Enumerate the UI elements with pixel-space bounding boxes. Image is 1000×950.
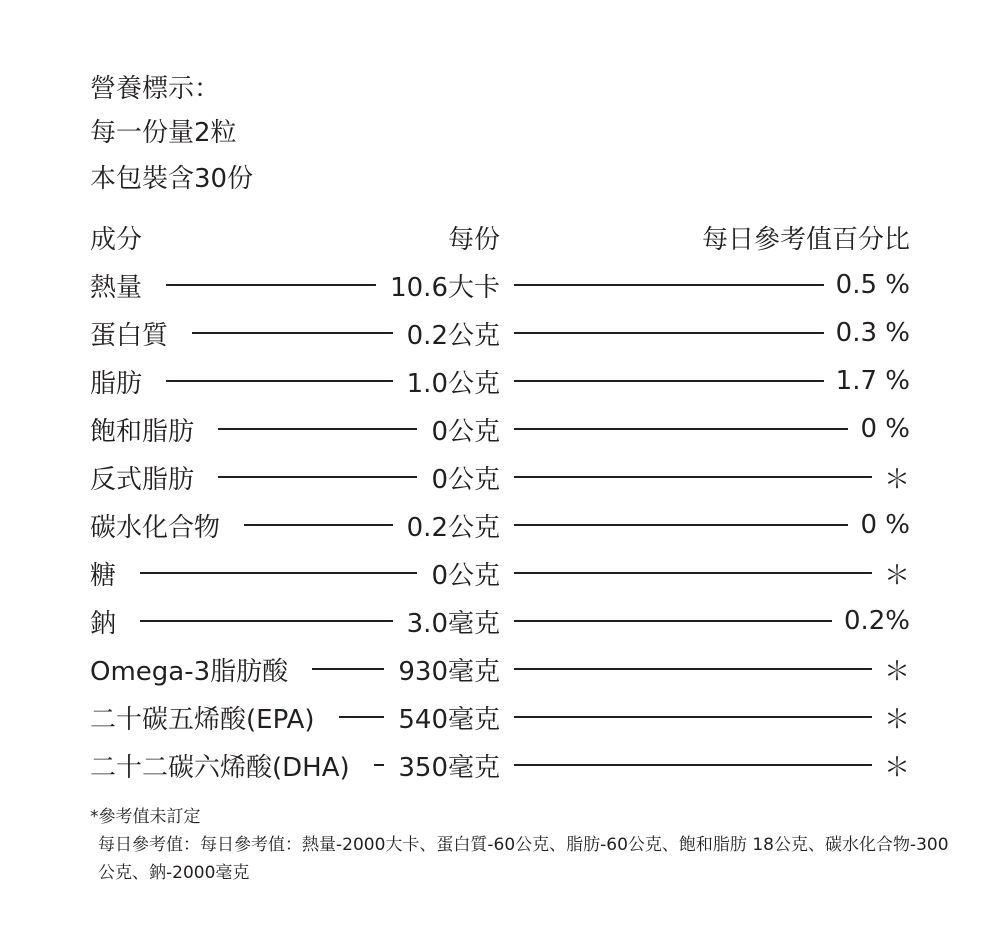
nutrient-amount: 540毫克 (390, 699, 504, 736)
leader-line (192, 332, 393, 334)
nutrient-name: 熱量 (90, 267, 150, 304)
column-header-per-serving: 每份 (447, 224, 500, 255)
footnotes (90, 803, 950, 887)
nutrient-name: 飽和脂肪 (90, 411, 202, 448)
nutrient-daily-value: 0.2% (836, 606, 910, 636)
nutrient-amount: 1.0公克 (399, 363, 504, 400)
page-title: 營養標示： (90, 74, 221, 104)
leader-line (166, 284, 376, 286)
leader-line (140, 620, 393, 622)
table-row (90, 741, 910, 789)
table-header (90, 213, 910, 261)
table-row (90, 501, 910, 549)
nutrient-name: 脂肪 (90, 363, 150, 400)
leader-line (312, 668, 384, 670)
nutrient-name: 蛋白質 (90, 315, 176, 352)
nutrient-name: 糖 (90, 555, 124, 592)
footnote-undetermined: *參考值未訂定 (90, 807, 201, 827)
leader-line (374, 764, 384, 766)
leader-line (218, 428, 417, 430)
nutrition-table (90, 213, 910, 789)
nutrient-daily-value: ＊ (876, 651, 910, 688)
leader-line (514, 476, 872, 478)
servings-per-pack: 本包裝含30份 (90, 164, 254, 194)
leader-line (514, 668, 872, 670)
nutrient-daily-value: 0.3 % (828, 318, 910, 348)
nutrient-daily-value: ＊ (876, 555, 910, 592)
nutrient-daily-value: ＊ (876, 459, 910, 496)
nutrient-name: 二十碳五烯酸(EPA) (90, 699, 323, 736)
table-row (90, 549, 910, 597)
leader-line (244, 524, 393, 526)
leader-line (514, 764, 872, 766)
nutrient-daily-value: 0 % (852, 414, 910, 444)
nutrient-daily-value: 1.7 % (828, 366, 910, 396)
table-row (90, 405, 910, 453)
table-row (90, 309, 910, 357)
table-row (90, 645, 910, 693)
leader-line (514, 524, 848, 526)
nutrient-amount: 0.2公克 (399, 507, 504, 544)
nutrient-daily-value: 0.5 % (828, 270, 910, 300)
table-row (90, 261, 910, 309)
nutrient-amount: 0公克 (423, 459, 504, 496)
leader-line (218, 476, 417, 478)
table-row (90, 597, 910, 645)
column-header-daily-value: 每日參考值百分比 (701, 224, 910, 255)
nutrient-amount: 3.0毫克 (399, 603, 504, 640)
leader-line (514, 620, 832, 622)
nutrient-amount: 350毫克 (390, 747, 504, 784)
leader-line (140, 572, 417, 574)
nutrient-amount: 930毫克 (390, 651, 504, 688)
nutrient-amount: 0公克 (423, 411, 504, 448)
nutrient-amount: 0.2公克 (399, 315, 504, 352)
nutrient-name: Omega-3脂肪酸 (90, 651, 296, 688)
leader-line (514, 284, 824, 286)
footnote-reference: 每日參考值：每日參考值：熱量-2000大卡、蛋白質-60公克、脂肪-60公克、飽和脂肪 18公克、碳水化合物-300公克、鈉-2000毫克 (98, 835, 949, 883)
nutrient-daily-value: 0 % (852, 510, 910, 540)
leader-line (166, 380, 393, 382)
column-header-name: 成分 (90, 224, 143, 255)
table-row (90, 453, 910, 501)
leader-line (339, 716, 384, 718)
nutrient-name: 碳水化合物 (90, 507, 228, 544)
nutrient-daily-value: ＊ (876, 699, 910, 736)
leader-line (514, 428, 848, 430)
table-row (90, 693, 910, 741)
nutrient-amount: 10.6大卡 (382, 267, 504, 304)
serving-size: 每一份量2粒 (90, 118, 237, 148)
leader-line (514, 716, 872, 718)
leader-line (514, 572, 872, 574)
nutrient-daily-value: ＊ (876, 747, 910, 784)
nutrient-amount: 0公克 (423, 555, 504, 592)
nutrient-name: 反式脂肪 (90, 459, 202, 496)
leader-line (514, 332, 824, 334)
leader-line (514, 380, 824, 382)
nutrient-name: 二十二碳六烯酸(DHA) (90, 747, 358, 784)
nutrient-name: 鈉 (90, 603, 124, 640)
table-row (90, 357, 910, 405)
